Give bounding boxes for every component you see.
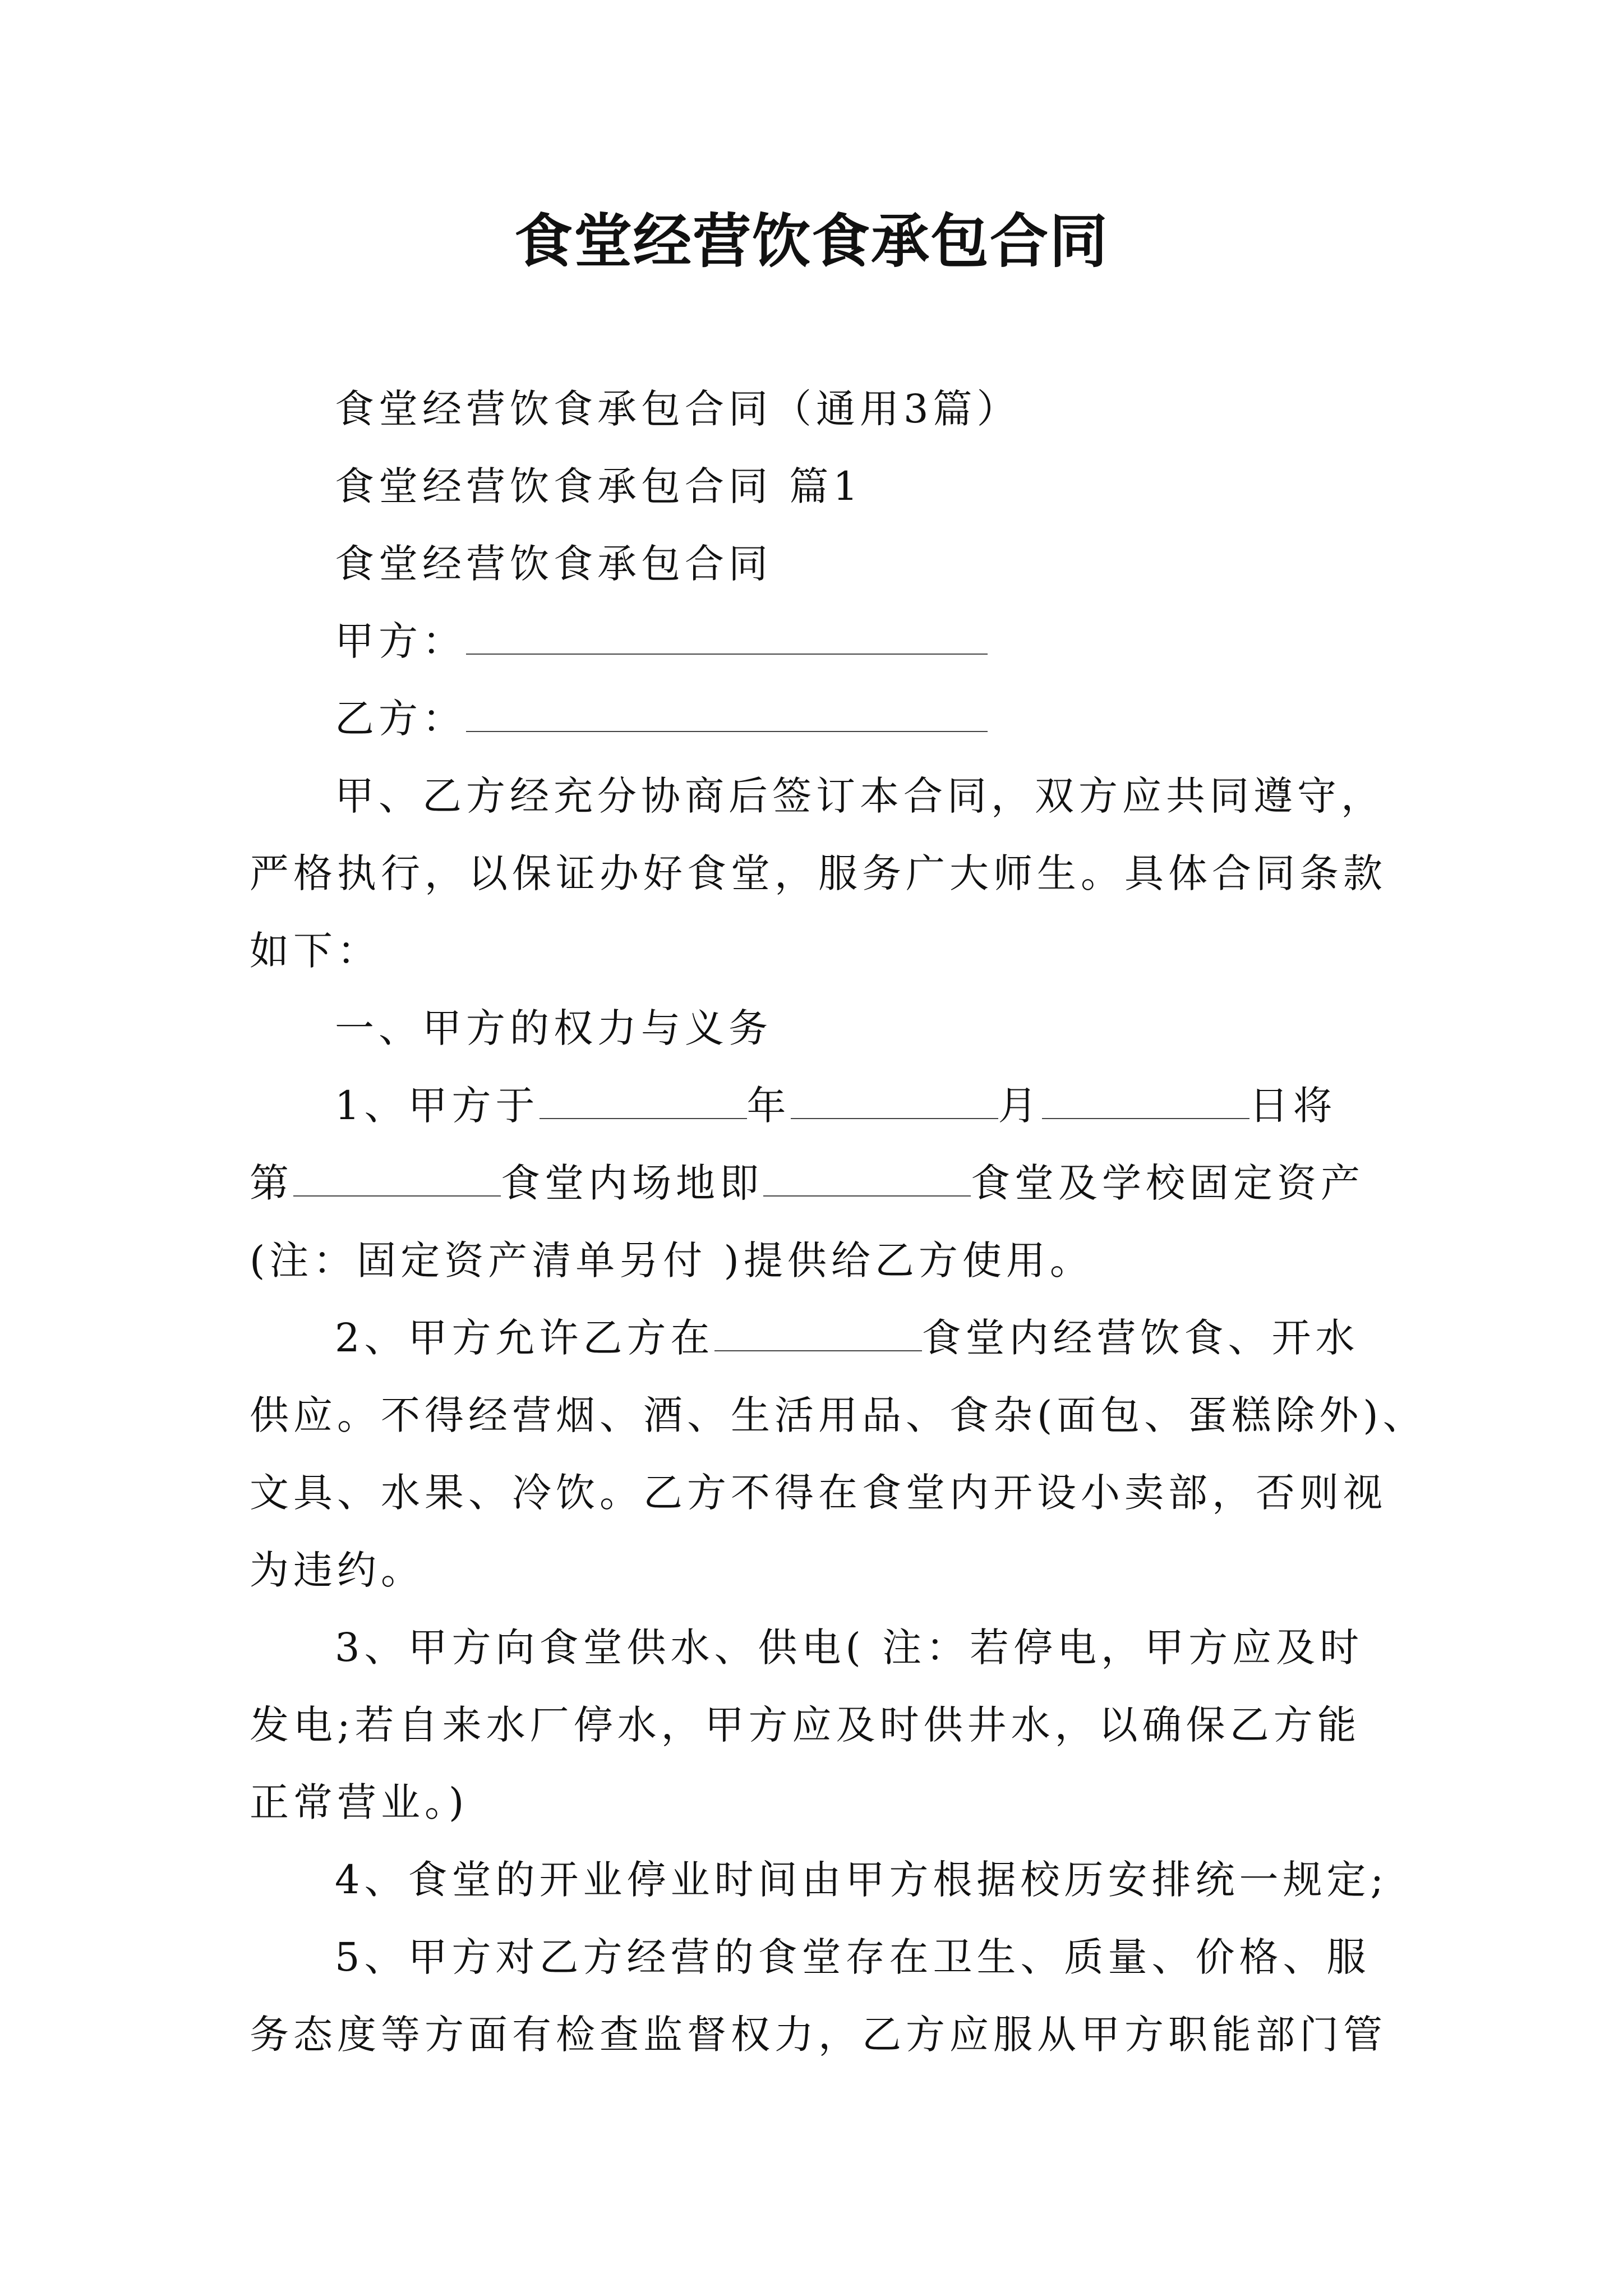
clause-line [250,1609,1433,1686]
text: 年 [746,1083,791,1129]
canteen-blank [714,1320,922,1351]
text: 1、甲方于 [335,1083,540,1129]
clause-line [250,1377,1433,1454]
text: 食堂及学校固定资产 [971,1160,1364,1206]
paragraph-line [250,525,1433,602]
text: 发电;若自来水厂停水，甲方应及时供井水，以确保乙方能 [250,1702,1361,1748]
text: 严格执行，以保证办好食堂，服务广大师生。具体合同条款 [250,850,1387,896]
clause-line [250,1531,1433,1609]
text: 3、甲方向食堂供水、供电( 注：若停电，甲方应及时 [335,1625,1364,1671]
clause-line [250,1299,1433,1377]
text: 为违约。 [250,1547,425,1593]
text: 食堂经营饮食承包合同 [335,541,772,587]
text: 甲、乙方经充分协商后签订本合同，双方应共同遵守， [335,773,1385,819]
paragraph-line [250,835,1433,912]
party-b-label: 乙方： [335,696,466,742]
clause-line [250,1764,1433,1841]
party-a-blank [466,623,988,655]
text: 食堂经营饮食承包合同（通用3篇） [335,386,1021,432]
year-blank [540,1088,747,1119]
text: 食堂经营饮食承包合同 篇1 [335,463,863,509]
clause-line [250,1222,1433,1299]
section-heading [250,990,1433,1067]
document-title: 食堂经营饮食承包合同 [514,206,1109,275]
party-a-line [250,602,1433,680]
party-a-label: 甲方： [335,618,466,664]
clause-line [250,1918,1433,1996]
clause-line [250,1454,1433,1531]
month-blank [791,1088,998,1119]
clause-line [250,1841,1433,1918]
text: 食堂内场地即 [501,1160,763,1206]
day-blank [1042,1088,1249,1119]
text: 文具、水果、冷饮。乙方不得在食堂内开设小卖部，否则视 [250,1470,1387,1516]
canteen-number-blank [293,1165,501,1197]
text: 正常营业。) [250,1779,469,1825]
text: 如下： [250,928,381,974]
text: 日将 [1249,1083,1337,1129]
paragraph-line [250,370,1433,448]
clause-line [250,1996,1433,2073]
text: 务态度等方面有检查监督权力，乙方应服从甲方职能部门管 [250,2012,1387,2058]
document-body [250,370,1433,2073]
paragraph-line [250,448,1433,525]
text: 月 [998,1083,1042,1129]
text: 4、食堂的开业停业时间由甲方根据校历安排统一规定; [335,1857,1389,1903]
clause-line [250,1067,1433,1144]
text: 5、甲方对乙方经营的食堂存在卫生、质量、价格、服 [335,1934,1371,1980]
text: 食堂内经营饮食、开水 [921,1315,1359,1361]
paragraph-line [250,912,1433,990]
clause-line [250,1144,1433,1222]
party-b-line [250,680,1433,757]
text: 第 [250,1160,293,1206]
text: 2、甲方允许乙方在 [335,1315,714,1361]
text: (注：固定资产清单另付 )提供给乙方使用。 [250,1237,1094,1283]
paragraph-line [250,757,1433,835]
text: 供应。不得经营烟、酒、生活用品、食杂(面包、蛋糕除外)、 [250,1392,1427,1438]
text: 一、甲方的权力与义务 [335,1005,772,1051]
canteen-name-blank [763,1165,971,1197]
party-b-blank [466,701,988,732]
clause-line [250,1686,1433,1764]
